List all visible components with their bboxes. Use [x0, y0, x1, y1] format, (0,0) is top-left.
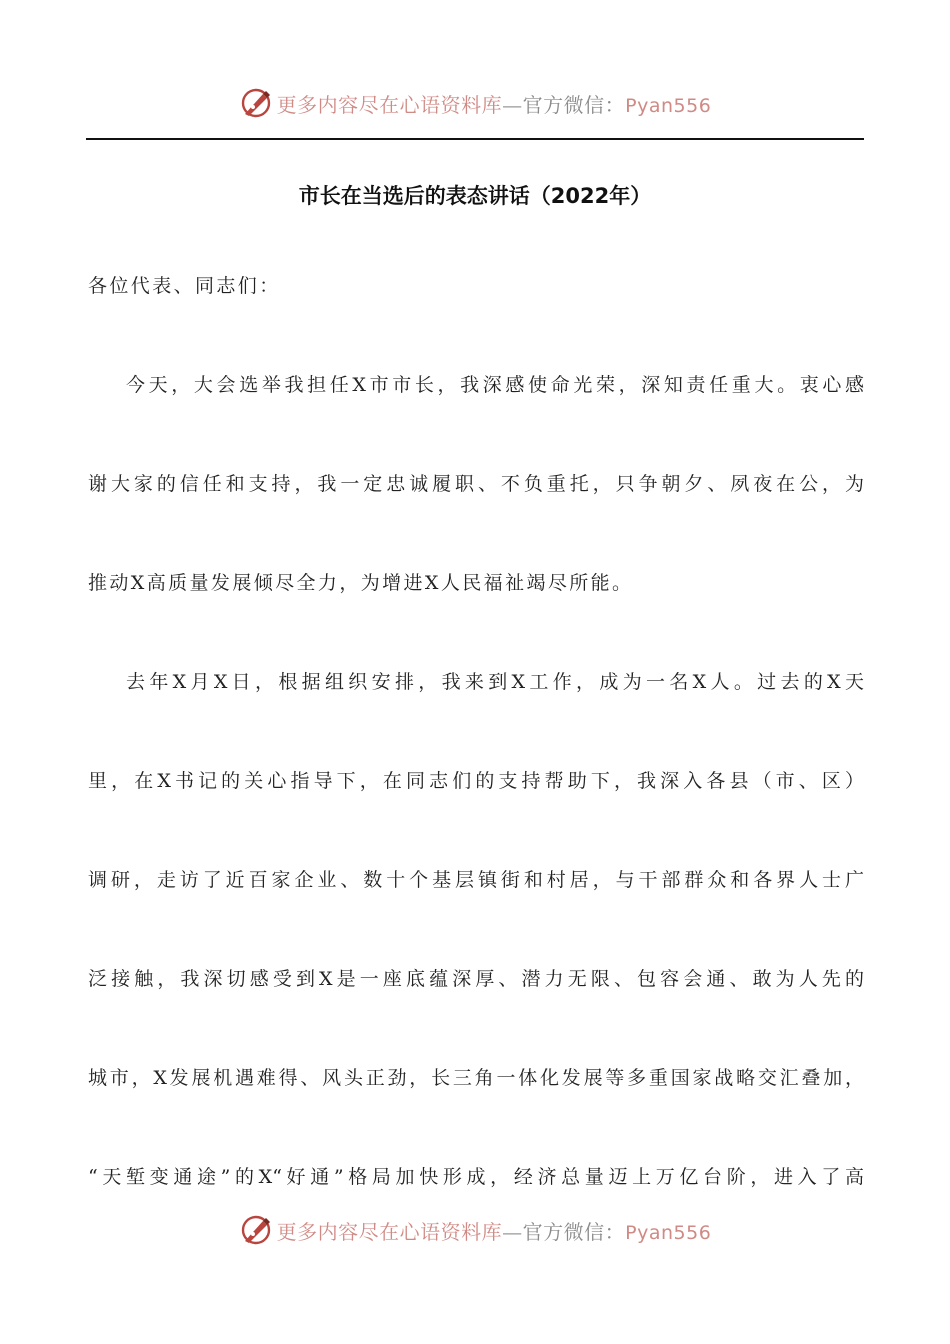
banner-text: 更多内容尽在心语资料库—官方微信：Pyan556: [276, 1219, 712, 1244]
footer-watermark-banner: [0, 1210, 950, 1250]
paragraph-line: 调研，走访了近百家企业、数十个基层镇街和村居，与干部群众和各界人士广: [88, 869, 864, 891]
banner-text: 更多内容尽在心语资料库—官方微信：Pyan556: [276, 92, 712, 117]
paragraph-line: 今天，大会选举我担任X市市长，我深感使命光荣，深知责任重大。衷心感: [126, 374, 864, 396]
paragraph-line: 城市，X发展机遇难得、风头正劲，长三角一体化发展等多重国家战略交汇叠加，: [88, 1067, 864, 1089]
paragraph-line: 泛接触，我深切感受到X是一座底蕴深厚、潜力无限、包容会通、敢为人先的: [88, 968, 864, 990]
header-divider: [86, 138, 864, 140]
pen-logo-icon: [239, 1213, 273, 1247]
salutation: 各位代表、同志们：: [88, 275, 281, 297]
header-watermark-banner: [0, 83, 950, 123]
page-title: 市长在当选后的表态讲话（2022年）: [298, 184, 652, 208]
document-body: [88, 268, 864, 1258]
pen-logo-icon: [239, 86, 273, 120]
paragraph-line: 推动X高质量发展倾尽全力，为增进X人民福祉竭尽所能。: [88, 572, 634, 594]
paragraph-line: 里，在X书记的关心指导下，在同志们的支持帮助下，我深入各县（市、区）: [88, 770, 864, 792]
paragraph-line: “天堑变通途”的X“好通”格局加快形成，经济总量迈上万亿台阶，进入了高: [88, 1166, 864, 1188]
paragraph-line: 去年X月X日，根据组织安排，我来到X工作，成为一名X人。过去的X天: [126, 671, 864, 693]
paragraph-line: 谢大家的信任和支持，我一定忠诚履职、不负重托，只争朝夕、夙夜在公，为: [88, 473, 864, 495]
